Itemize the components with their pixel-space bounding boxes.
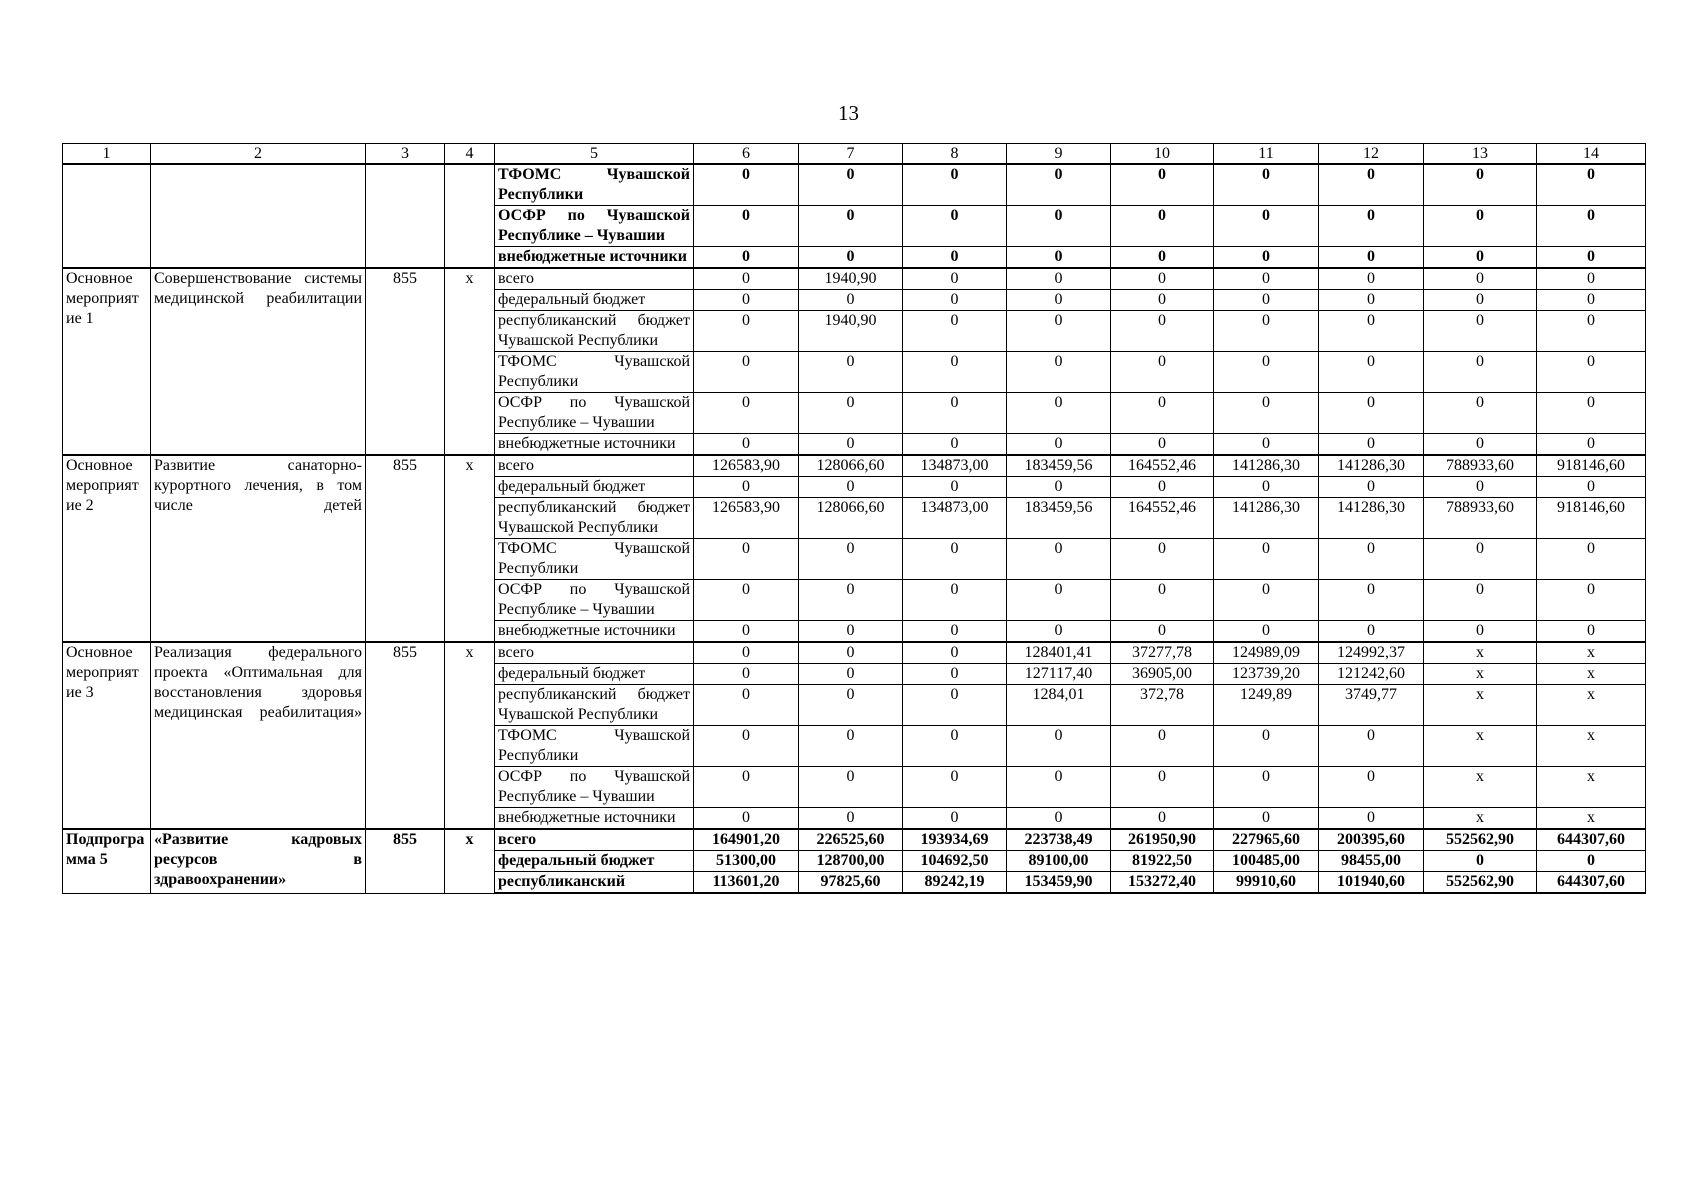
column-number: 5 [495,144,694,165]
amount-cell: 0 [694,808,799,830]
amount-cell: 164552,46 [1111,498,1214,539]
measure-title: «Развитие кадровых ресурсов в здравоохранении» [151,829,366,893]
amount-cell: 0 [799,664,903,685]
amount-cell: 98455,00 [1319,851,1424,872]
amount-cell: 0 [1424,290,1537,311]
amount-cell: 0 [1537,477,1646,498]
funding-source: внебюджетные источники [495,621,694,643]
amount-cell: 0 [1424,539,1537,580]
amount-cell: 183459,56 [1007,455,1111,477]
amount-cell: 0 [1214,477,1319,498]
amount-cell: 0 [1111,290,1214,311]
amount-cell: 0 [1424,268,1537,290]
table-row [63,642,1646,664]
amount-cell: x [1424,726,1537,767]
amount-cell: 0 [1319,206,1424,247]
measure-name: Основное мероприятие 2 [63,455,151,642]
amount-cell: 0 [1319,247,1424,269]
amount-cell: x [1537,726,1646,767]
amount-cell: 0 [903,393,1007,434]
amount-cell: 0 [1007,164,1111,206]
amount-cell: 124989,09 [1214,642,1319,664]
amount-cell: 128401,41 [1007,642,1111,664]
column-number: 11 [1214,144,1319,165]
amount-cell: 127117,40 [1007,664,1111,685]
amount-cell: 153272,40 [1111,872,1214,894]
amount-cell: 0 [1214,352,1319,393]
amount-cell: 0 [903,247,1007,269]
amount-cell: 164552,46 [1111,455,1214,477]
amount-cell: 0 [903,164,1007,206]
amount-cell: 101940,60 [1319,872,1424,894]
amount-cell: 0 [1319,767,1424,808]
funding-source: федеральный бюджет [495,664,694,685]
amount-cell: 0 [1537,539,1646,580]
funding-source: всего [495,268,694,290]
amount-cell: 0 [903,539,1007,580]
amount-cell: 0 [799,352,903,393]
amount-cell: 0 [1111,580,1214,621]
amount-cell: 0 [903,580,1007,621]
amount-cell: 0 [1111,477,1214,498]
funding-source: федеральный бюджет [495,851,694,872]
amount-cell: x [1424,808,1537,830]
amount-cell: 141286,30 [1319,455,1424,477]
amount-cell: 89100,00 [1007,851,1111,872]
amount-cell: 0 [799,164,903,206]
column-number: 3 [366,144,445,165]
amount-cell: 0 [1424,434,1537,456]
responsible-code: 855 [366,455,445,642]
amount-cell: 0 [1214,206,1319,247]
amount-cell: 126583,90 [694,455,799,477]
amount-cell: 227965,60 [1214,829,1319,851]
amount-cell: 99910,60 [1214,872,1319,894]
funding-source: федеральный бюджет [495,290,694,311]
code-mark [445,164,495,268]
amount-cell: 0 [799,290,903,311]
amount-cell: 113601,20 [694,872,799,894]
amount-cell: 37277,78 [1111,642,1214,664]
funding-source: ТФОМС Чувашской Республики [495,352,694,393]
amount-cell: 0 [694,477,799,498]
column-number: 2 [151,144,366,165]
amount-cell: x [1537,664,1646,685]
measure-name: Подпрограмма 5 [63,829,151,893]
funding-source: республиканский бюджет Чувашской Республики [495,311,694,352]
amount-cell: 0 [1214,290,1319,311]
amount-cell: 0 [1537,247,1646,269]
amount-cell: 0 [903,434,1007,456]
table-row [63,268,1646,290]
amount-cell: 0 [799,477,903,498]
amount-cell: 0 [1111,539,1214,580]
amount-cell: 1249,89 [1214,685,1319,726]
amount-cell: 200395,60 [1319,829,1424,851]
amount-cell: 0 [903,206,1007,247]
funding-source: внебюджетные источники [495,808,694,830]
amount-cell: 97825,60 [799,872,903,894]
amount-cell: 0 [1537,393,1646,434]
code-mark: x [445,268,495,455]
funding-source: ОСФР по Чувашской Республике – Чувашии [495,580,694,621]
amount-cell: 0 [1424,393,1537,434]
amount-cell: 0 [1319,434,1424,456]
amount-cell: 0 [1007,206,1111,247]
funding-source: всего [495,642,694,664]
amount-cell: 0 [1111,621,1214,643]
amount-cell: 0 [694,352,799,393]
amount-cell: 0 [694,621,799,643]
amount-cell: 121242,60 [1319,664,1424,685]
column-number: 8 [903,144,1007,165]
amount-cell: x [1537,685,1646,726]
amount-cell: 123739,20 [1214,664,1319,685]
funding-source: внебюджетные источники [495,434,694,456]
amount-cell: 0 [1111,311,1214,352]
column-number: 13 [1424,144,1537,165]
amount-cell: 918146,60 [1537,498,1646,539]
funding-source: федеральный бюджет [495,477,694,498]
amount-cell: 0 [694,580,799,621]
amount-cell: 918146,60 [1537,455,1646,477]
column-number: 4 [445,144,495,165]
amount-cell: 0 [1319,621,1424,643]
responsible-code: 855 [366,268,445,455]
amount-cell: 0 [799,393,903,434]
amount-cell: 0 [1537,311,1646,352]
amount-cell: 0 [1007,726,1111,767]
amount-cell: 0 [1007,621,1111,643]
code-mark: x [445,829,495,893]
amount-cell: 0 [1111,206,1214,247]
amount-cell: 0 [1214,247,1319,269]
amount-cell: 0 [1214,808,1319,830]
funding-source: ОСФР по Чувашской Республике – Чувашии [495,206,694,247]
responsible-code: 855 [366,642,445,829]
amount-cell: 0 [1214,434,1319,456]
amount-cell: 104692,50 [903,851,1007,872]
amount-cell: 183459,56 [1007,498,1111,539]
amount-cell: x [1424,767,1537,808]
amount-cell: 0 [903,311,1007,352]
funding-source: республиканский [495,872,694,894]
amount-cell: 0 [1214,393,1319,434]
amount-cell: 3749,77 [1319,685,1424,726]
amount-cell: 0 [1537,268,1646,290]
responsible-code [366,164,445,268]
funding-source: ТФОМС Чувашской Республики [495,539,694,580]
amount-cell: 89242,19 [903,872,1007,894]
amount-cell: 0 [1111,808,1214,830]
amount-cell: 0 [1537,621,1646,643]
amount-cell: 0 [1424,621,1537,643]
amount-cell: 0 [694,664,799,685]
amount-cell: 0 [903,808,1007,830]
amount-cell: 0 [1537,352,1646,393]
amount-cell: 0 [694,311,799,352]
amount-cell: 0 [1007,767,1111,808]
funding-source: внебюджетные источники [495,247,694,269]
amount-cell: 0 [694,767,799,808]
amount-cell: 0 [694,539,799,580]
amount-cell: 0 [694,290,799,311]
funding-source: ОСФР по Чувашской Республике – Чувашии [495,393,694,434]
amount-cell: 0 [1319,352,1424,393]
amount-cell: 51300,00 [694,851,799,872]
amount-cell: 0 [799,642,903,664]
amount-cell: 134873,00 [903,498,1007,539]
amount-cell: 0 [1111,247,1214,269]
amount-cell: 128066,60 [799,498,903,539]
amount-cell: 0 [799,767,903,808]
amount-cell: 0 [1007,352,1111,393]
amount-cell: 0 [799,206,903,247]
amount-cell: 0 [903,352,1007,393]
amount-cell: 0 [694,164,799,206]
amount-cell: 644307,60 [1537,872,1646,894]
amount-cell: 0 [694,268,799,290]
amount-cell: 223738,49 [1007,829,1111,851]
amount-cell: 0 [799,539,903,580]
amount-cell: 0 [1214,580,1319,621]
column-number-row [63,144,1646,165]
amount-cell: 0 [1111,767,1214,808]
amount-cell: 0 [1214,268,1319,290]
amount-cell: x [1424,685,1537,726]
amount-cell: 0 [799,580,903,621]
column-number: 1 [63,144,151,165]
amount-cell: 0 [1007,477,1111,498]
amount-cell: x [1424,642,1537,664]
amount-cell: 0 [903,767,1007,808]
amount-cell: 0 [694,206,799,247]
column-number: 12 [1319,144,1424,165]
amount-cell: x [1424,664,1537,685]
amount-cell: 0 [1319,808,1424,830]
amount-cell: 0 [1537,164,1646,206]
amount-cell: 0 [694,726,799,767]
table-row [63,455,1646,477]
code-mark: x [445,455,495,642]
amount-cell: 1284,01 [1007,685,1111,726]
amount-cell: 1940,90 [799,311,903,352]
amount-cell: 128066,60 [799,455,903,477]
amount-cell: 372,78 [1111,685,1214,726]
column-number: 7 [799,144,903,165]
budget-table [62,143,1646,894]
amount-cell: 0 [903,726,1007,767]
amount-cell: x [1537,808,1646,830]
amount-cell: 0 [1424,311,1537,352]
amount-cell: 0 [1424,580,1537,621]
amount-cell: 0 [1007,311,1111,352]
amount-cell: 0 [1537,580,1646,621]
amount-cell: 0 [1214,621,1319,643]
amount-cell: 0 [1424,206,1537,247]
funding-source: ТФОМС Чувашской Республики [495,164,694,206]
amount-cell: 0 [1111,268,1214,290]
amount-cell: 0 [799,247,903,269]
amount-cell: 0 [1111,726,1214,767]
amount-cell: 0 [1424,477,1537,498]
amount-cell: 0 [1214,539,1319,580]
amount-cell: 0 [1007,580,1111,621]
table-row [63,164,1646,206]
amount-cell: 0 [1424,247,1537,269]
amount-cell: 226525,60 [799,829,903,851]
amount-cell: 0 [1007,539,1111,580]
amount-cell: 261950,90 [1111,829,1214,851]
amount-cell: 141286,30 [1319,498,1424,539]
amount-cell: 1940,90 [799,268,903,290]
amount-cell: 0 [903,477,1007,498]
column-number: 14 [1537,144,1646,165]
measure-title: Развитие санаторно-курортного лечения, в том числе детей [151,455,366,642]
amount-cell: 0 [799,434,903,456]
amount-cell: 0 [1319,477,1424,498]
amount-cell: 0 [903,664,1007,685]
amount-cell: 0 [1319,393,1424,434]
amount-cell: 0 [694,247,799,269]
amount-cell: 0 [1424,352,1537,393]
amount-cell: 193934,69 [903,829,1007,851]
amount-cell: 788933,60 [1424,498,1537,539]
measure-title [151,164,366,268]
column-number: 6 [694,144,799,165]
amount-cell: 0 [1007,393,1111,434]
amount-cell: 0 [1111,434,1214,456]
measure-name: Основное мероприятие 1 [63,268,151,455]
amount-cell: x [1537,642,1646,664]
measure-title: Совершенствование системы медицинской реабилитации [151,268,366,455]
amount-cell: 0 [903,290,1007,311]
measure-name: Основное мероприятие 3 [63,642,151,829]
responsible-code: 855 [366,829,445,893]
measure-title: Реализация федерального проекта «Оптимальная для восстановления здоровья медицинская реабилитация» [151,642,366,829]
amount-cell: 0 [903,642,1007,664]
amount-cell: 0 [1007,808,1111,830]
amount-cell: 0 [694,393,799,434]
amount-cell: 0 [1214,767,1319,808]
amount-cell: 0 [694,434,799,456]
column-number: 10 [1111,144,1214,165]
column-number: 9 [1007,144,1111,165]
funding-source: всего [495,829,694,851]
amount-cell: 0 [1319,311,1424,352]
amount-cell: 0 [1214,164,1319,206]
amount-cell: 0 [1424,164,1537,206]
funding-source: республиканский бюджет Чувашской Республики [495,685,694,726]
amount-cell: 0 [1537,290,1646,311]
amount-cell: 0 [694,685,799,726]
amount-cell: 0 [799,685,903,726]
amount-cell: 0 [1111,352,1214,393]
amount-cell: 0 [694,642,799,664]
amount-cell: 164901,20 [694,829,799,851]
funding-source: ОСФР по Чувашской Республике – Чувашии [495,767,694,808]
amount-cell: 128700,00 [799,851,903,872]
amount-cell: 0 [1319,580,1424,621]
amount-cell: 0 [1319,726,1424,767]
amount-cell: 0 [799,621,903,643]
amount-cell: 0 [903,685,1007,726]
amount-cell: 552562,90 [1424,829,1537,851]
amount-cell: 0 [1537,434,1646,456]
amount-cell: 141286,30 [1214,455,1319,477]
amount-cell: 81922,50 [1111,851,1214,872]
amount-cell: 0 [1007,268,1111,290]
amount-cell: 0 [1424,851,1537,872]
page-number: 13 [838,101,859,125]
amount-cell: x [1537,767,1646,808]
amount-cell: 100485,00 [1214,851,1319,872]
amount-cell: 0 [1537,206,1646,247]
amount-cell: 0 [1007,290,1111,311]
amount-cell: 0 [1214,311,1319,352]
funding-source: ТФОМС Чувашской Республики [495,726,694,767]
amount-cell: 0 [1111,164,1214,206]
code-mark: x [445,642,495,829]
amount-cell: 0 [1007,247,1111,269]
amount-cell: 0 [1537,851,1646,872]
amount-cell: 0 [1319,290,1424,311]
amount-cell: 36905,00 [1111,664,1214,685]
funding-source: всего [495,455,694,477]
amount-cell: 0 [1214,726,1319,767]
amount-cell: 552562,90 [1424,872,1537,894]
amount-cell: 124992,37 [1319,642,1424,664]
amount-cell: 788933,60 [1424,455,1537,477]
amount-cell: 0 [1319,164,1424,206]
amount-cell: 134873,00 [903,455,1007,477]
amount-cell: 0 [1319,268,1424,290]
amount-cell: 0 [1007,434,1111,456]
amount-cell: 0 [903,268,1007,290]
funding-source: республиканский бюджет Чувашской Республики [495,498,694,539]
amount-cell: 0 [903,621,1007,643]
amount-cell: 0 [1319,539,1424,580]
table-row [63,829,1646,851]
amount-cell: 644307,60 [1537,829,1646,851]
amount-cell: 126583,90 [694,498,799,539]
amount-cell: 141286,30 [1214,498,1319,539]
amount-cell: 0 [799,726,903,767]
amount-cell: 153459,90 [1007,872,1111,894]
amount-cell: 0 [1111,393,1214,434]
measure-name [63,164,151,268]
amount-cell: 0 [799,808,903,830]
